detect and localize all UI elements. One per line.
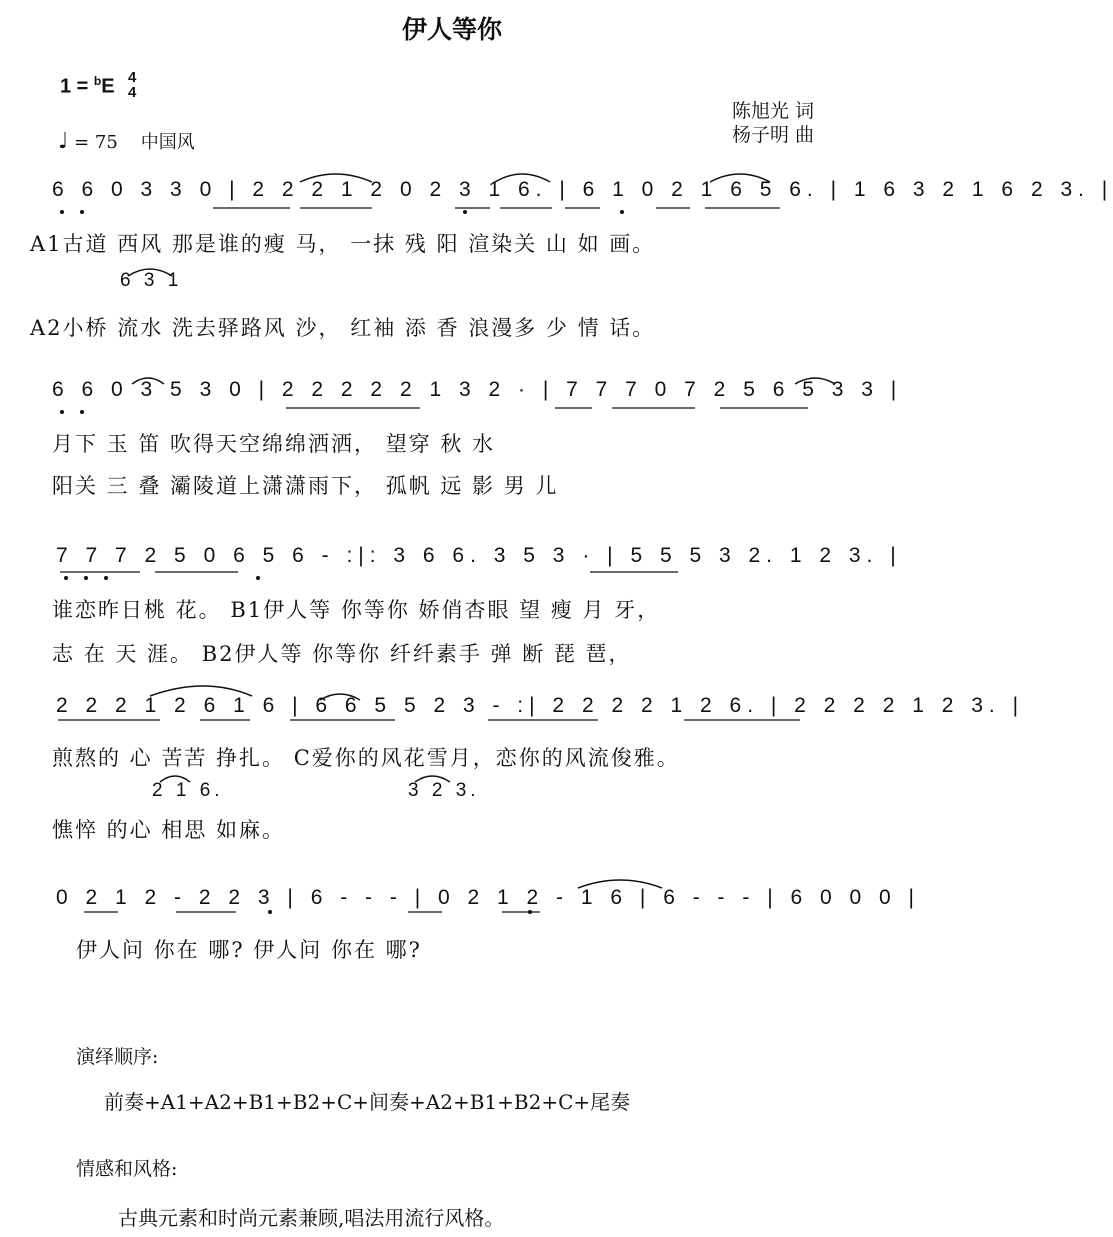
emotion-text: 古典元素和时尚元素兼顾,唱法用流行风格。 [118,1206,505,1230]
slur-mark [160,776,190,782]
slur-mark [150,686,252,696]
tempo-value: = 75 [74,132,118,153]
emotion-heading: 情感和风格: [76,1158,178,1180]
octave-dot [463,210,467,214]
lyric-line: A2小桥 流水 洗去驿路风 沙， 红袖 添 香 浪漫多 少 情 话。 [30,316,656,340]
octave-dot [620,210,624,214]
lyric-line: A1古道 西风 那是谁的瘦 马， 一抹 残 阳 渲染关 山 如 画。 [30,232,656,256]
slur-mark [320,694,360,700]
octave-dot [80,210,84,214]
order-text: 前奏+A1+A2+B1+B2+C+间奏+A2+B1+B2+C+尾奏 [104,1090,631,1114]
order-heading: 演绎顺序: [76,1046,159,1068]
lyricist-credit: 陈旭光 词 [732,100,815,122]
octave-dot [60,210,64,214]
lyric-line: 月下 玉 笛 吹得天空绵绵洒洒， 望穿 秋 水 [52,432,496,456]
lyric-line: 谁恋昨日桃 花。 B1伊人等 你等你 娇俏杏眼 望 瘦 月 牙， [52,598,661,622]
notation-line: 2 2 2 1 2 6 1 6 | 6 6 5 5 2 3 - :| 2 2 2 2 1 2 6. | 2 2 2 2 1 2 3. | [56,694,1025,717]
quarter-note-icon: ♩ [58,129,69,154]
notation-line: 6 6 0 3 3 0 | 2 2 2 1 2 0 2 3 1 6. | 6 1 0 2 1 6 5 6. | 1 6 3 2 1 6 2 3. | [52,178,1113,201]
slur-mark [128,269,172,276]
slur-mark [300,174,372,182]
octave-dot [268,910,272,914]
lyric-line: 煎熬的 心 苦苦 挣扎。 C爱你的风花雪月，恋你的风流俊雅。 [52,746,680,770]
octave-dot [104,576,108,580]
meter-top: 4 [128,69,137,86]
octave-dot [256,576,260,580]
octave-dot [528,910,532,914]
slur-mark [578,880,662,888]
slur-mark [415,776,450,782]
octave-dot [64,576,68,580]
song-title: 伊人等你 [401,15,502,44]
notation-line: 0 2 1 2 - 2 2 3 | 6 - - - | 0 2 1 2 - 1 6 | 6 - - - | 6 0 0 0 | [56,886,920,909]
slur-mark [495,174,550,182]
notation-line: 7 7 7 2 5 0 6 5 6 - :|: 3 6 6. 3 5 3 · | 5 5 5 3 2. 1 2 3. | [56,544,902,567]
lyric-line: 伊人问 你在 哪? 伊人问 你在 哪? [76,938,422,962]
slur-mark [710,174,770,182]
lyric-line: 阳关 三 叠 灞陵道上潇潇雨下， 孤帆 远 影 男 儿 [52,474,559,498]
octave-dot [84,576,88,580]
style-label: 中国风 [140,132,195,153]
octave-dot [60,410,64,414]
meter-bottom: 4 [128,84,137,101]
composer-credit: 杨子明 曲 [732,124,815,146]
alt-notation: 6 3 1 [120,270,183,291]
key-signature: 1 = $^b$E [60,74,115,98]
slur-mark [132,378,164,384]
slur-mark [795,378,835,384]
octave-dot [80,410,84,414]
notation-line: 6 6 0 3 5 3 0 | 2 2 2 2 2 1 3 2 · | 7 7 7 0 7 2 5 6 5 3 3 | [52,378,903,401]
lyric-line: 憔悴 的心 相思 如麻。 [52,818,286,842]
alt-notation: 3 2 3. [408,780,480,801]
lyric-line: 志 在 天 涯。 B2伊人等 你等你 纤纤素手 弹 断 琵 琶， [52,642,632,666]
alt-notation: 2 1 6. [152,780,224,801]
